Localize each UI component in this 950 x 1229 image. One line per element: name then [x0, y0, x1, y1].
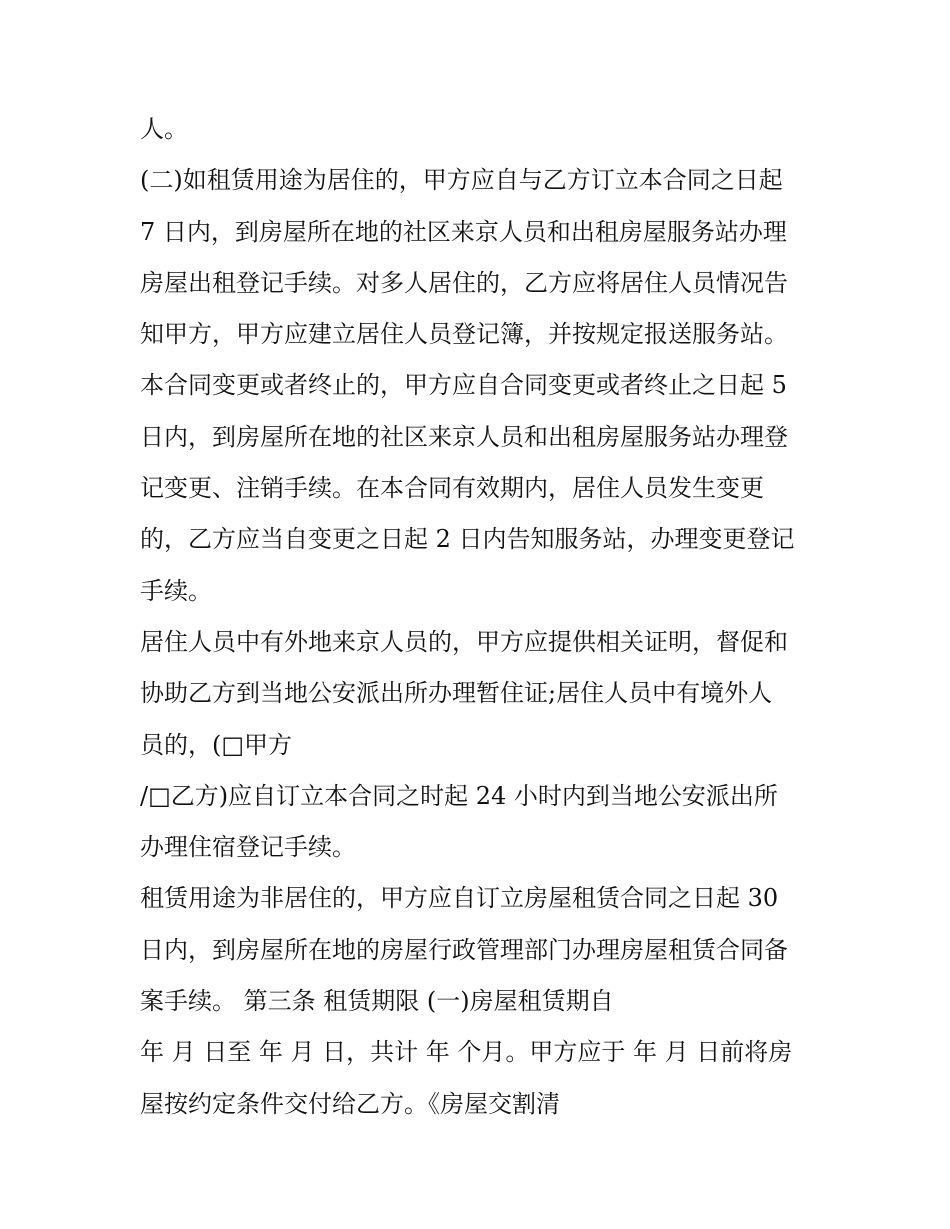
text-line: /□乙方)应自订立本合同之时起 24 小时内到当地公安派出所	[140, 781, 778, 810]
text-line: 7 日内，到房屋所在地的社区来京人员和出租房屋服务站办理	[140, 217, 787, 246]
text-line: 日内，到房屋所在地的社区来京人员和出租房屋服务站办理登	[140, 422, 788, 451]
text-line: 租赁用途为非居住的，甲方应自订立房屋租赁合同之日起 30	[140, 884, 779, 913]
text-line: 年 月 日至 年 月 日，共计 年 个月。甲方应于 年 月 日前将房	[140, 1038, 793, 1067]
text-line: 人。	[140, 115, 188, 143]
text-line: 日内，到房屋所在地的房屋行政管理部门办理房屋租赁合同备	[140, 935, 788, 964]
text-line: 居住人员中有外地来京人员的，甲方应提供相关证明，督促和	[140, 627, 788, 656]
text-line: 员的，(□甲方	[140, 730, 293, 759]
text-line: 手续。	[140, 576, 212, 605]
text-line: 记变更、注销手续。在本合同有效期内，居住人员发生变更	[140, 474, 764, 503]
text-line: 房屋出租登记手续。对多人居住的，乙方应将居住人员情况告	[140, 268, 788, 297]
text-line: (二)如租赁用途为居住的，甲方应自与乙方订立本合同之日起	[140, 166, 783, 195]
text-line: 知甲方，甲方应建立居住人员登记簿，并按规定报送服务站。	[140, 320, 788, 349]
contract-text	[140, 104, 830, 1130]
text-line: 本合同变更或者终止的，甲方应自合同变更或者终止之日起 5	[140, 371, 787, 400]
text-line: 的，乙方应当自变更之日起 2 日内告知服务站，办理变更登记	[140, 525, 795, 554]
text-line: 协助乙方到当地公安派出所办理暂住证;居住人员中有境外人	[140, 679, 773, 708]
text-line: 屋按约定条件交付给乙方。《房屋交割清	[140, 1089, 560, 1118]
text-line: 办理住宿登记手续。	[140, 833, 356, 862]
text-line: 案手续。 第三条 租赁期限 (一)房屋租赁期自	[140, 987, 614, 1016]
